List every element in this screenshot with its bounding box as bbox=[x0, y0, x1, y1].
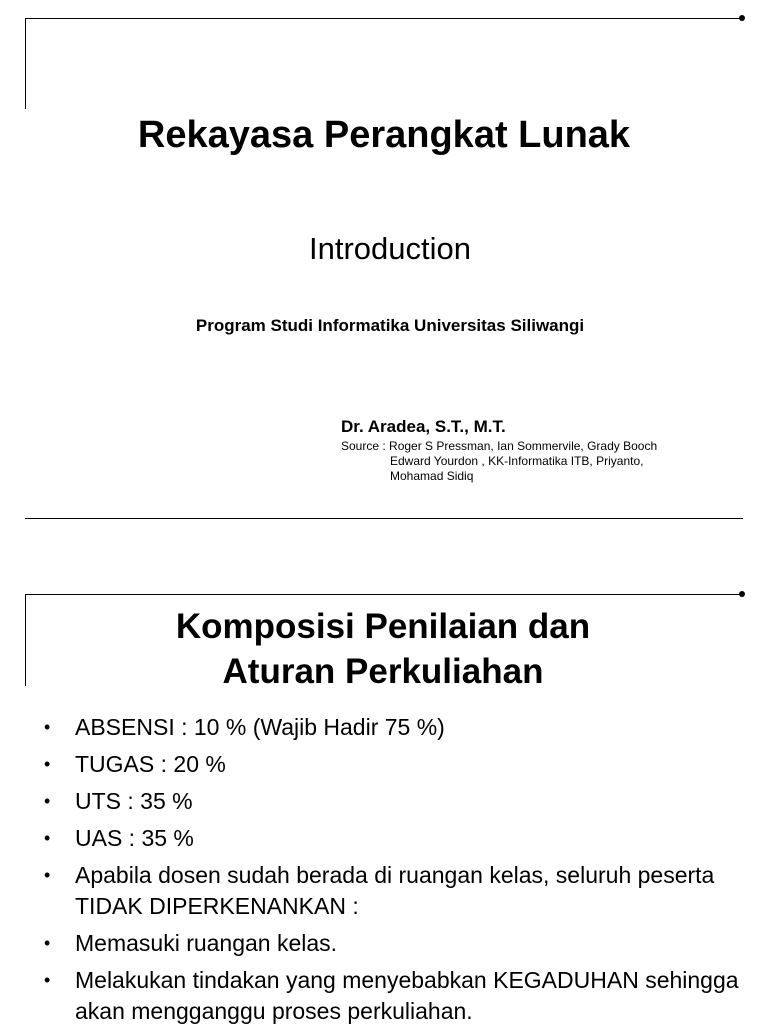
slide-title bbox=[0, 604, 766, 694]
title-line: Komposisi Penilaian dan bbox=[175, 607, 591, 646]
source-line: Mohamad Sidiq bbox=[390, 469, 474, 483]
slide-subtitle: Introduction bbox=[309, 231, 471, 266]
list-item-text: Memasuki ruangan kelas. bbox=[75, 930, 338, 956]
list-item-text: UTS : 35 % bbox=[75, 788, 193, 814]
slide-frame-left-line bbox=[25, 18, 26, 109]
list-item-text: ABSENSI : 10 % (Wajib Hadir 75 %) bbox=[75, 714, 445, 740]
bullet-icon: • bbox=[44, 865, 51, 885]
slide-frame-top-line bbox=[25, 18, 744, 19]
slide-separator bbox=[25, 518, 743, 519]
list-item bbox=[0, 823, 768, 854]
bullet-list bbox=[0, 712, 768, 1033]
program-name: Program Studi Informatika Universitas Siliwangi bbox=[195, 316, 585, 335]
bullet-icon: • bbox=[44, 754, 51, 774]
list-item bbox=[0, 860, 768, 922]
list-item bbox=[0, 928, 768, 959]
list-item bbox=[0, 786, 768, 817]
source-credits bbox=[341, 439, 701, 484]
bullet-icon: • bbox=[44, 828, 51, 848]
slide-frame-top-line bbox=[25, 594, 744, 595]
list-item-text: UAS : 35 % bbox=[75, 825, 194, 851]
source-line: Edward Yourdon , KK-Informatika ITB, Priyanto, bbox=[390, 454, 644, 468]
grading-slide bbox=[0, 584, 768, 1024]
bullet-icon: • bbox=[44, 933, 51, 953]
slide-title: Rekayasa Perangkat Lunak bbox=[137, 114, 631, 156]
list-item bbox=[0, 965, 768, 1027]
bullet-icon: • bbox=[44, 791, 51, 811]
list-item-text: Melakukan tindakan yang menyebabkan KEGADUHAN sehingga akan mengganggu proses perkuliahan. bbox=[75, 967, 739, 1024]
bullet-icon: • bbox=[44, 970, 51, 990]
bullet-icon: • bbox=[44, 717, 51, 737]
author-name: Dr. Aradea, S.T., M.T. bbox=[341, 417, 506, 436]
list-item-text: Apabila dosen sudah berada di ruangan kelas, seluruh peserta TIDAK DIPERKENANKAN : bbox=[75, 862, 715, 919]
title-line: Aturan Perkuliahan bbox=[222, 652, 544, 691]
list-item-text: TUGAS : 20 % bbox=[75, 751, 226, 777]
list-item bbox=[0, 749, 768, 780]
list-item bbox=[0, 712, 768, 743]
slide-frame-dot bbox=[739, 591, 745, 597]
source-line: Source : Roger S Pressman, Ian Sommervile, Grady Booch bbox=[341, 439, 658, 453]
slide-frame-dot bbox=[739, 15, 745, 21]
